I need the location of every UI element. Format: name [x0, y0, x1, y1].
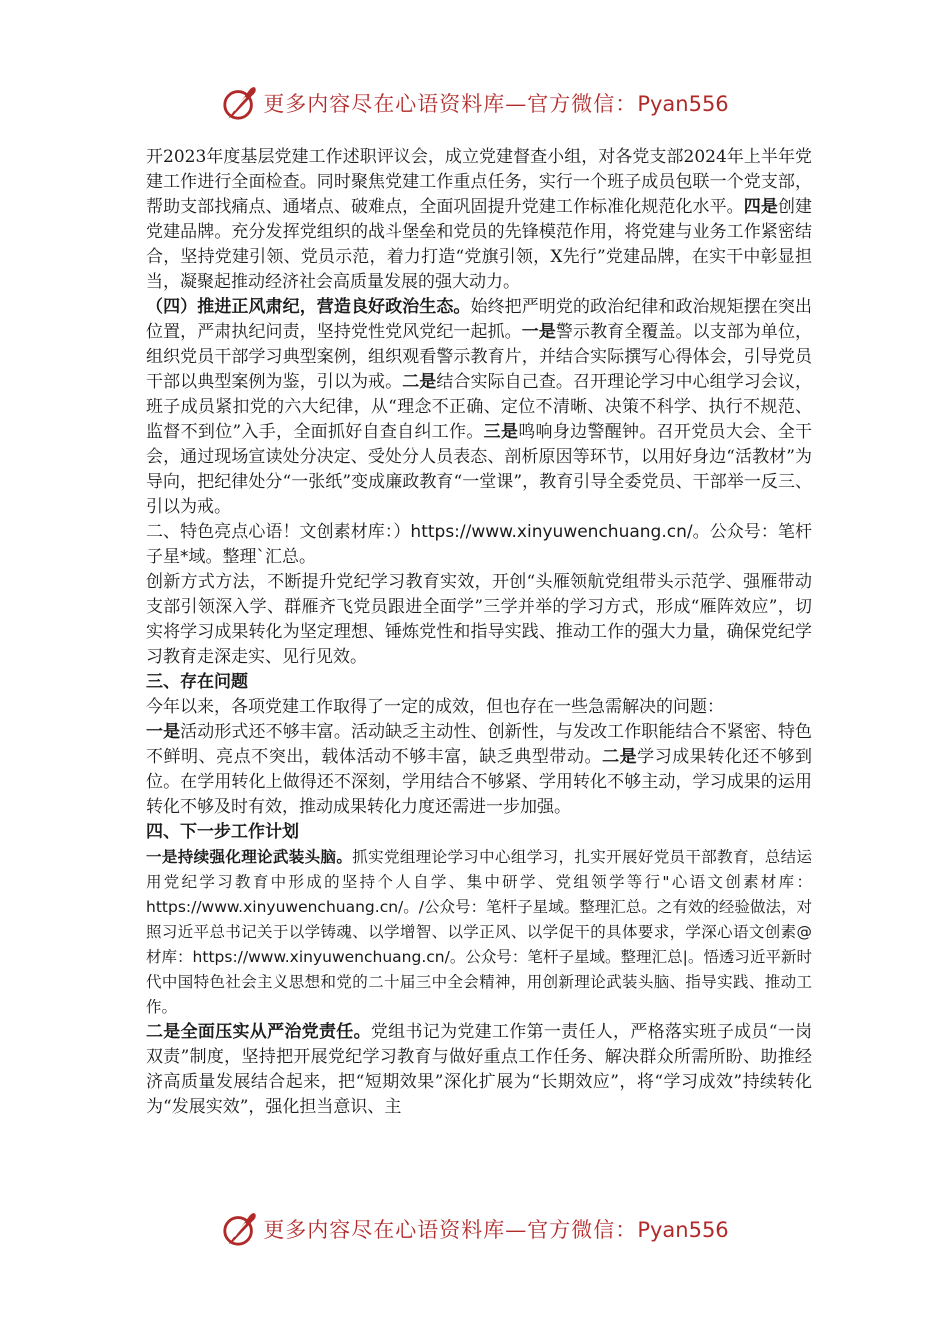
section-heading: 四、下一步工作计划: [146, 822, 299, 842]
quill-logo-icon: [221, 84, 259, 122]
section-heading: 二、特色亮点心语！文创素材库：）https://www.xinyuwenchuang.cn/。公众号：笔杆子星*域。整理`汇总。: [146, 522, 812, 567]
paragraph: 一是持续强化理论武装头脑。抓实党组理论学习中心组学习，扎实开展好党员干部教育，总结运用党纪学习教育中形成的坚持个人自学、集中研学、党组领学等行"心语文创素材库：https://www.xinyuwenchuang.cn/。/公众号：笔杆子星域。整理汇总。之有效的经验做法，对照习近平总书记关于以学铸魂、以学增智、以学正风、以学促干的具体要求，学深心语文创素@材库：https://www.xinyuwenchuang.cn/。公众号：笔杆子星域。整理汇总|。悟透习近平新时代中国特色社会主义思想和党的二十届三中全会精神，用创新理论武装头脑、指导实践、推动工作。: [146, 848, 812, 1016]
section-heading: 三、存在问题: [146, 672, 248, 692]
paragraph: （四）推进正风肃纪，营造良好政治生态。始终把严明党的政治纪律和政治规矩摆在突出位置，严肃执纪问责，坚持党性党风党纪一起抓。一是警示教育全覆盖。以支部为单位，组织党员干部学习典型案例，组织观看警示教育片，并结合实际撰写心得体会，引导党员干部以典型案例为鉴，引以为戒。二是结合实际自己查。召开理论学习中心组学习会议，班子成员紧扣党的六大纪律，从“理念不正确、定位不清晰、决策不科学、执行不规范、监督不到位”入手，全面抓好自查自纠工作。三是鸣响身边警醒钟。召开党员大会、全干会，通过现场宣读处分决定、受处分人员表态、剖析原因等环节，以用好身边“活教材”为导向，把纪律处分“一张纸”变成廉政教育“一堂课”，教育引导全委党员、干部举一反三、引以为戒。: [146, 297, 813, 517]
paragraph: 二是全面压实从严治党责任。党组书记为党建工作第一责任人，严格落实班子成员“一岗双责”制度，坚持把开展党纪学习教育与做好重点工作任务、解决群众所需所盼、助推经济高质量发展结合起来，把“短期效果”深化扩展为“长期效应”，将“学习成效”持续转化为“发展实效”，强化担当意识、主: [146, 1022, 812, 1117]
paragraph: 开2023年度基层党建工作述职评议会，成立党建督查小组，对各党支部2024年上半年党建工作进行全面检查。同时聚焦党建工作重点任务，实行一个班子成员包联一个党支部，帮助支部找痛点、通堵点、破难点，全面巩固提升党建工作标准化规范化水平。四是创建党建品牌。充分发挥党组织的战斗堡垒和党员的先锋模范作用，将党建与业务工作紧密结合，坚持党建引领、党员示范，着力打造“党旗引领，X先行”党建品牌，在实干中彰显担当，凝聚起推动经济社会高质量发展的强大动力。: [146, 147, 813, 292]
document-body: [146, 145, 812, 1120]
footer-banner: [0, 1204, 950, 1254]
banner-text: 更多内容尽在心语资料库—官方微信：Pyan556: [263, 1218, 729, 1242]
quill-logo-icon: [221, 1210, 259, 1248]
paragraph: 创新方式方法，不断提升党纪学习教育实效，开创“头雁领航党组带头示范学、强雁带动支部引领深入学、群雁齐飞党员跟进全面学”三学并举的学习方式，形成“雁阵效应”，切实将学习成果转化为坚定理想、锤炼党性和指导实践、推动工作的强大力量，确保党纪学习教育走深走实、见行见效。: [146, 572, 812, 667]
banner-text: 更多内容尽在心语资料库—官方微信：Pyan556: [263, 92, 729, 116]
paragraph: 今年以来，各项党建工作取得了一定的成效，但也存在一些急需解决的问题：: [146, 697, 724, 717]
section-heading: （四）推进正风肃纪，营造良好政治生态。: [146, 297, 471, 317]
header-banner: [0, 78, 950, 128]
paragraph: 一是活动形式还不够丰富。活动缺乏主动性、创新性，与发改工作职能结合不紧密、特色不鲜明、亮点不突出，载体活动不够丰富，缺乏典型带动。二是学习成果转化还不够到位。在学用转化上做得还不深刻，学用结合不够紧、学用转化不够主动，学习成果的运用转化不够及时有效，推动成果转化力度还需进一步加强。: [146, 722, 813, 817]
